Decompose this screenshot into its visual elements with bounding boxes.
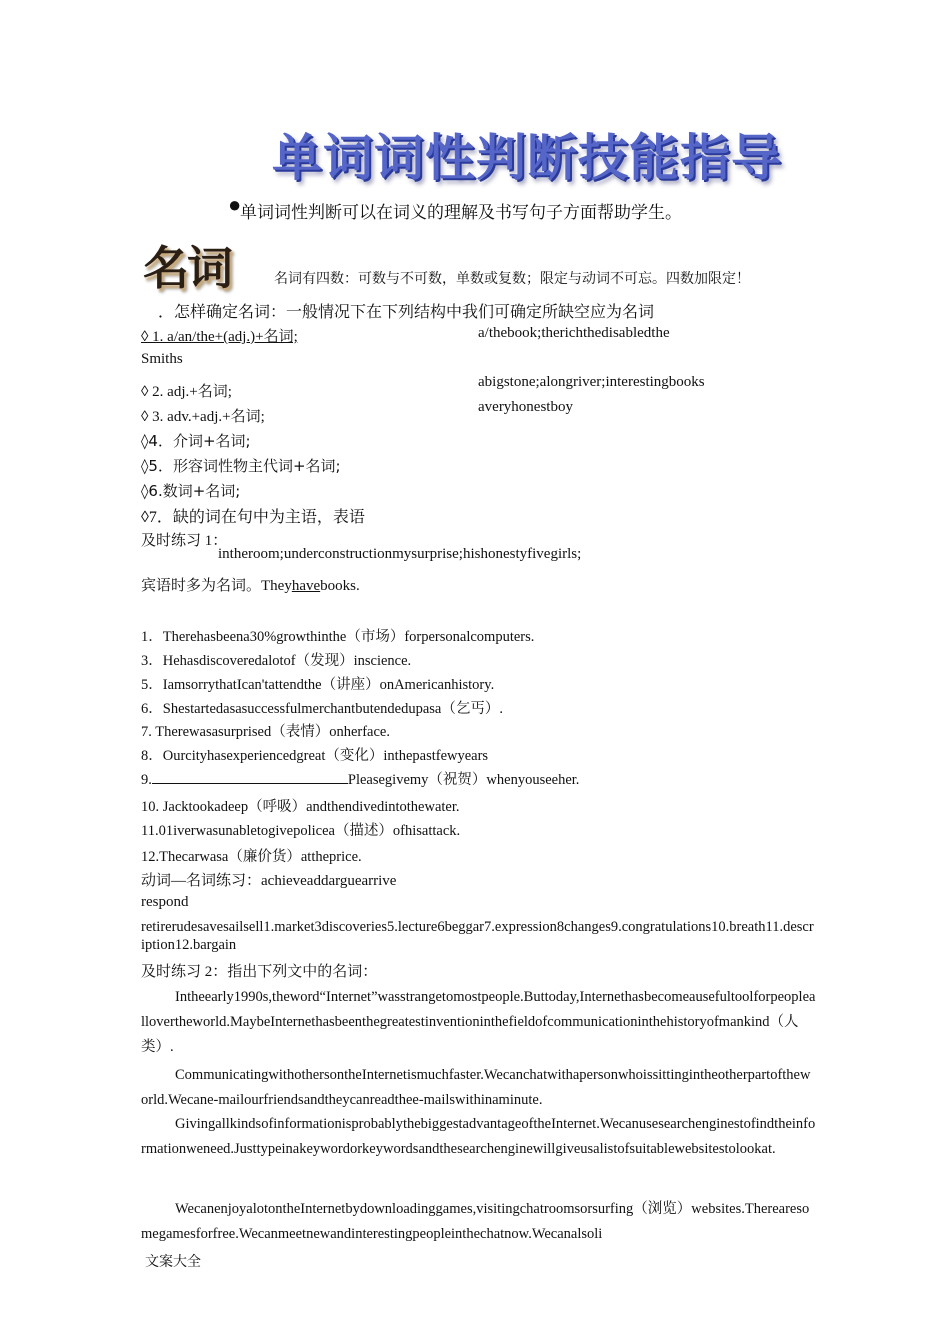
object-note-b: books. <box>320 578 360 594</box>
page-footer: 文案大全 <box>145 1255 201 1270</box>
exercise-12: 12.Thecarwasa（廉价货）attheprice. <box>141 849 362 865</box>
rule-1-example: a/thebook;therichthedisabledthe <box>478 325 670 341</box>
object-note <box>141 574 360 595</box>
bullet-dot-icon: ● <box>228 192 242 217</box>
verb-noun-respond: respond <box>141 894 189 910</box>
practice-1-label: 及时练习 1： <box>141 533 228 549</box>
rule-1-text: ◊ 1. a/an/the+(adj.)+名词; <box>141 329 298 345</box>
passage-paragraph-2: CommunicatingwithothersontheInternetismuchfaster.Wecanchatwithapersonwhoissittingintheotherpartoftheworld.Wecane-mailourfriendsandtheycanreadthee-mailswithinaminute. <box>141 1067 811 1108</box>
passage-paragraph-4: WecanenjoyalotontheInternetbydownloadinggames,visitingchatroomsorsurfing（浏览）websites.Therearesomegamesforfree.Wecanmeetnewandinterestingpeopleinthechatnow.Wecanalsoli <box>141 1201 810 1242</box>
passage-paragraph-1: Intheearly1990s,theword“Internet”wasstrangetomostpeople.Buttoday,Internethasbecomeausefultoolforpeopleallovertheworld.MaybeInternethasbeenthegreatestinventioninthefieldofcommunicationinthehistoryofmankind（人类）. <box>141 989 816 1055</box>
rule-4: ◊4．介词+名词; <box>141 432 251 450</box>
noun-note: 名词有四数：可数与不可数，单数或复数；限定与动词不可忘。四数加限定！ <box>274 271 750 287</box>
rule-3: ◊ 3. adv.+adj.+名词; <box>141 409 265 425</box>
exercise-9-text: Pleasegivemy（祝贺）whenyouseeher. <box>347 772 580 788</box>
exercise-8: 8．Ourcityhasexperiencedgreat（变化）inthepastfewyears <box>141 748 489 764</box>
exercise-9 <box>141 768 579 789</box>
page-title: 单词词性判断技能指导 <box>272 129 782 187</box>
noun-heading: 名词 <box>143 241 231 295</box>
exercise-9-blank <box>152 769 348 784</box>
rule-1 <box>141 325 298 346</box>
rule-6: ◊6.数词+名词; <box>141 482 241 500</box>
rule-3-example: averyhonestboy <box>478 399 573 415</box>
exercise-6: 6．Shestartedasasuccessfulmerchantbutendedupasa（乞丐）. <box>141 701 503 717</box>
exercise-5: 5．IamsorrythatIcan'tattendthe（讲座）onAmericanhistory. <box>141 677 495 693</box>
rule-7: ◊7．缺的词在句中为主语，表语 <box>141 509 365 526</box>
exercise-9-number: 9. <box>141 772 152 788</box>
rule-1-continued: Smiths <box>141 351 183 367</box>
verb-noun-label: 动词—名词练习：achieveaddarguearrive <box>141 873 397 889</box>
rule-2: ◊ 2. adj.+名词; <box>141 384 232 400</box>
exercise-10: 10. Jacktookadeep（呼吸）andthendivedintothewater. <box>141 799 460 815</box>
intro-text: 单词词性判断可以在词义的理解及书写句子方面帮助学生。 <box>240 203 682 222</box>
object-note-underlined: have <box>291 578 321 594</box>
how-to-heading: ．怎样确定名词：一般情况下在下列结构中我们可确定所缺空应为名词 <box>158 304 655 321</box>
practice-2-label: 及时练习 2：指出下列文中的名词： <box>141 964 378 980</box>
rule-2-example: abigstone;alongriver;interestingbooks <box>478 374 705 390</box>
exercise-7: 7. Therewasasurprised（表情）onherface. <box>141 724 390 740</box>
rule-5: ◊5．形容词性物主代词+名词; <box>141 457 341 475</box>
rule-4-examples: intheroom;underconstructionmysurprise;hishonestyfivegirls; <box>218 546 582 562</box>
exercise-11: 11.01iverwasunabletogivepolicea（描述）ofhisattack. <box>141 823 461 839</box>
passage-paragraph-3: GivingallkindsofinformationisprobablythebiggestadvantageoftheInternet.Wecanusesearchenginestofindtheinformationweneed.Justtypeinakeywordorkeywordsandthesearchenginewillgiveusalistofsuitablewebsitestolookat. <box>141 1116 816 1157</box>
object-note-a: 宾语时多为名词。They <box>141 578 292 594</box>
exercise-1: 1．Therehasbeena30%growthinthe（市场）forpersonalcomputers. <box>141 629 535 645</box>
answers-text: retirerudesavesailsell1.market3discoveries5.lecture6beggar7.expression8changes9.congratulations10.breath11.description12.bargain <box>141 919 814 953</box>
exercise-3: 3．Hehasdiscoveredalotof（发现）inscience. <box>141 653 412 669</box>
